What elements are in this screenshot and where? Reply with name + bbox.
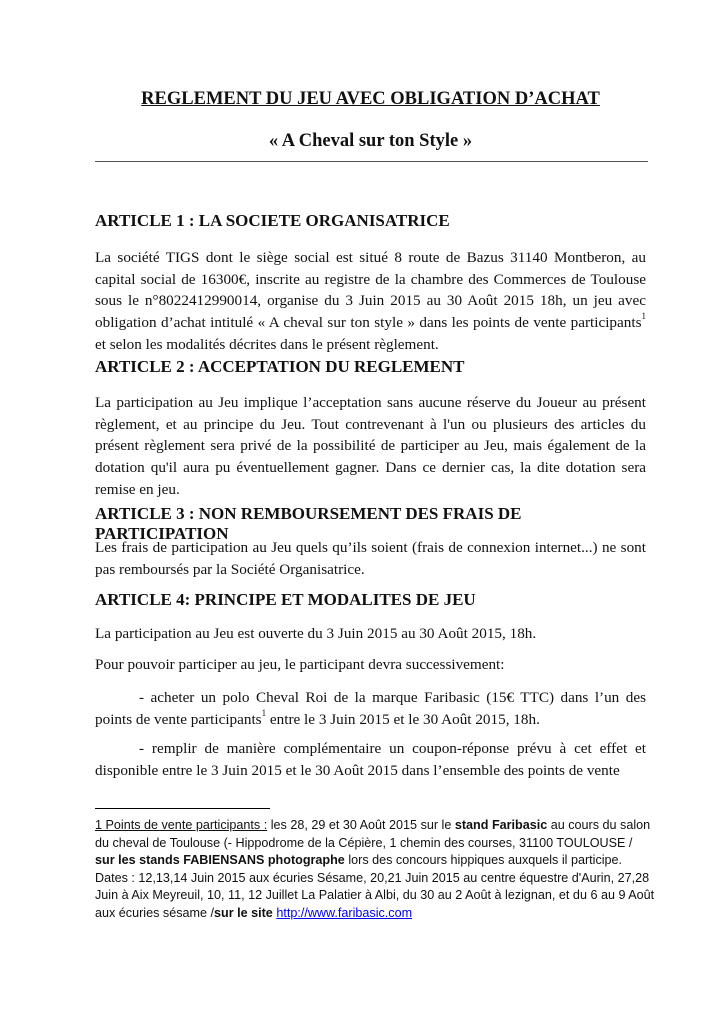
footnote-ref[interactable]: 1 <box>261 707 267 718</box>
article-4-p4 <box>95 738 646 781</box>
document-title: REGLEMENT DU JEU AVEC OBLIGATION D’ACHAT <box>141 89 600 109</box>
article-2-body <box>95 392 646 501</box>
article-4-step-1-end: entre le 3 Juin 2015 et le 30 Août 2015, 18h. <box>266 710 540 728</box>
article-1-text: La société TIGS dont le siège social est situé 8 route de Bazus 31140 Montberon, au capital social de 16300€, inscrite au registre de la chambre des Commerces de Toulouse sous le n°8022412990014, organise du 3 Juin 2015 au 30 Août 2015 18h, un jeu avec obligation d’achat intitulé « A cheval sur ton style » dans les points de vente participants <box>95 249 646 332</box>
article-1 <box>95 211 646 231</box>
footnote-ref[interactable]: 1 <box>641 311 646 322</box>
article-2 <box>95 357 646 377</box>
footnote-text: lors des concours hippiques auxquels il participe. Dates : 12,13,14 Juin 2015 aux écuries Sésame, 20,21 Juin 2015 au centre équestre d'Aurin, 27,28 Juin à Aix Meyreuil, 10, 11, 12 Juillet La Palatier à Albi, du 30 au 2 Août à lezignan, et du 6 au 9 Août aux écuries sésame / <box>95 853 655 920</box>
article-4-text-1: La participation au Jeu est ouverte du 3 Juin 2015 au 30 Août 2015, 18h. <box>95 625 537 642</box>
title-divider <box>95 161 648 162</box>
article-1-text-end: et selon les modalités décrites dans le présent règlement. <box>95 335 439 353</box>
document-subtitle: « A Cheval sur ton Style » <box>268 131 473 151</box>
footnote-label: 1 Points de vente participants : <box>95 818 268 832</box>
article-1-heading: ARTICLE 1 : LA SOCIETE ORGANISATRICE <box>95 211 450 230</box>
footnote-bold: stand Faribasic <box>454 818 548 832</box>
article-4-step-2: - remplir de manière complémentaire un coupon-réponse prévu à cet effet et disponible entre le 3 Juin 2015 et le 30 Août 2015 dans l’ensemble des points de vente <box>95 740 646 779</box>
article-2-heading: ARTICLE 2 : ACCEPTATION DU REGLEMENT <box>95 357 465 376</box>
article-4-heading: ARTICLE 4: PRINCIPE ET MODALITES DE JEU <box>95 590 476 609</box>
article-4-text-2: Pour pouvoir participer au jeu, le participant devra successivement: <box>95 656 505 673</box>
footnote-bold: sur les stands FABIENSANS photographe <box>95 853 345 868</box>
footnote-separator <box>95 808 270 809</box>
footnote-bold: sur le site <box>214 905 273 920</box>
website-link[interactable]: http://www.faribasic.com <box>276 905 413 920</box>
article-2-text: La participation au Jeu implique l’acceptation sans aucune réserve du Joueur au présent règlement, et au principe du Jeu. Tout contrevenant à l'un ou plusieurs des articles du présent règlement sera privé de la possibilité de participer au Jeu, mais également de la dotation qu'il aura pu éventuellement gagner. Dans ce dernier cas, la dite dotation sera remise en jeu. <box>95 394 646 498</box>
article-4-p1 <box>95 623 646 645</box>
footnote-text: les 28, 29 et 30 Août 2015 sur le <box>267 818 455 832</box>
article-4-step-1: - acheter un polo Cheval Roi de la marque Faribasic (15€ TTC) dans l’un des points de vente participants <box>95 689 646 728</box>
article-3-body <box>95 537 646 580</box>
footnote <box>95 817 655 923</box>
article-3-heading: ARTICLE 3 : NON REMBOURSEMENT DES FRAIS DE PARTICIPATION <box>95 504 522 543</box>
footnote-text: au cours du salon du cheval de Toulouse (- Hippodrome de la Cépière, 1 chemin des courses, 31100 TOULOUSE / <box>95 818 651 850</box>
article-4 <box>95 590 646 610</box>
article-4-p2 <box>95 654 646 676</box>
article-4-p3 <box>95 687 646 730</box>
article-3-text: Les frais de participation au Jeu quels qu’ils soient (frais de connexion internet...) ne sont pas remboursés par la Société Organisatrice. <box>95 539 646 578</box>
article-1-body <box>95 247 646 356</box>
